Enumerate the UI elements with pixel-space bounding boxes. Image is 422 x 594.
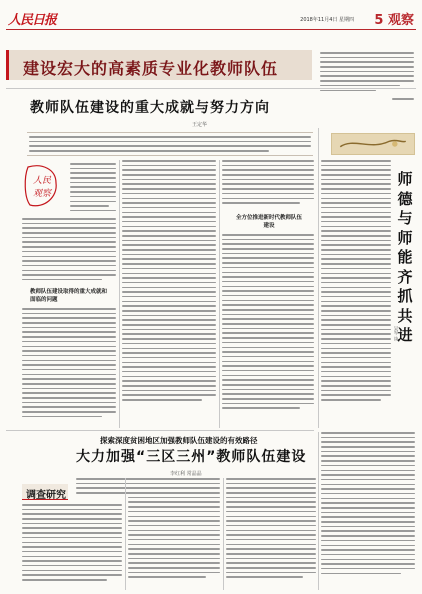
bottom-article-deck: 探索深度贫困地区加强教师队伍建设的有效路径 xyxy=(100,436,258,445)
bottom-col-4 xyxy=(321,432,415,590)
subhead-achievements: 教师队伍建设取得的重大成就和面临的问题 xyxy=(30,289,108,303)
svg-text:人民: 人民 xyxy=(32,176,52,186)
article-headline: 教师队伍建设的重大成就与努力方向 xyxy=(30,100,270,116)
column-rule xyxy=(219,160,220,428)
section-divider xyxy=(6,430,314,431)
sidebar-title: 师德与师能齐抓共进 xyxy=(397,170,413,344)
bottom-col-2 xyxy=(128,478,220,590)
article-byline: 王定华 xyxy=(192,122,208,128)
bottom-col-3 xyxy=(226,478,316,590)
issue-date: 2018年11月4日 星期四 xyxy=(300,17,354,23)
bottom-col-1 xyxy=(22,504,122,590)
svg-text:观察: 观察 xyxy=(32,189,52,199)
sidebar-author: 吴军 谈 xyxy=(393,326,398,341)
subhead-new-era: 全方位推进新时代教师队伍建设 xyxy=(236,215,303,229)
page-number: 5 观察 xyxy=(374,13,414,28)
masthead xyxy=(6,8,416,30)
preface-signature xyxy=(392,98,414,102)
article-col-3 xyxy=(222,234,314,428)
investigation-tag-label: 调查研究 xyxy=(26,490,66,501)
column-rule xyxy=(318,432,319,590)
people-observe-seal-icon xyxy=(22,163,62,211)
brush-ornament-icon xyxy=(332,134,414,154)
article-abstract xyxy=(27,132,313,156)
column-rule xyxy=(318,128,319,428)
article-col-1 xyxy=(22,218,116,286)
banner-title: 建设宏大的高素质专业化教师队伍 xyxy=(23,59,279,78)
column-rule xyxy=(223,478,224,590)
newspaper-logo: 人民日报 xyxy=(8,13,57,28)
column-rule xyxy=(119,160,120,428)
column-rule xyxy=(125,478,126,590)
article-col-3-top xyxy=(222,160,314,208)
investigation-tag xyxy=(22,484,68,500)
abstract-text xyxy=(29,136,311,155)
bottom-article-title: 大力加强“三区三州”教师队伍建设 xyxy=(76,449,307,465)
article-col-1-bottom xyxy=(22,308,116,428)
article-col-1-top xyxy=(70,163,116,217)
article-col-4 xyxy=(321,160,391,428)
divider xyxy=(6,88,416,89)
section-banner xyxy=(6,50,312,80)
sidebar-header-graphic xyxy=(331,133,415,155)
preface-text xyxy=(320,52,414,96)
bottom-article-byline: 李红利 常晶晶 xyxy=(170,471,202,477)
article-col-2 xyxy=(122,160,216,428)
